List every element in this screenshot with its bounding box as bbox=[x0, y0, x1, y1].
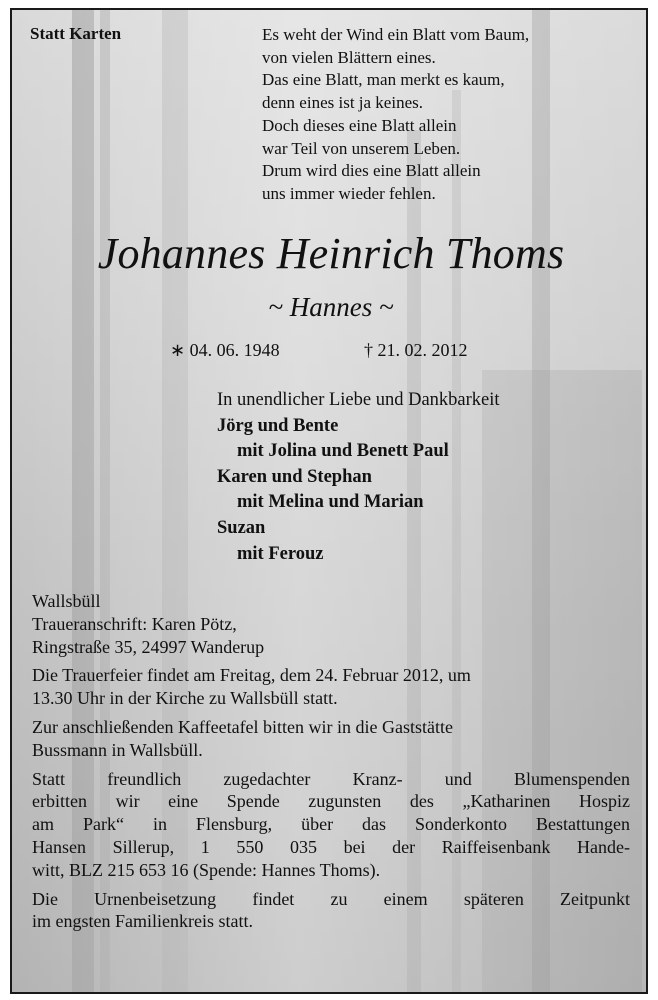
paragraph-line: erbitten wir eine Spende zugunsten des „Katharinen Hospiz bbox=[32, 791, 630, 812]
paragraph-line: Hansen Sillerup, 1 550 035 bei der Raiffeisenbank Hande- bbox=[32, 836, 630, 857]
place-name: Wallsbüll bbox=[32, 591, 101, 611]
mourner-name: mit Ferouz bbox=[237, 543, 324, 564]
mourners-intro: In unendlicher Liebe und Dankbarkeit bbox=[217, 390, 500, 410]
mourner-name: mit Jolina und Benett Paul bbox=[237, 441, 449, 462]
paragraph-line: Die Urnenbeisetzung findet zu einem späteren Zeitpunkt bbox=[32, 888, 630, 909]
address-line: Traueranschrift: Karen Pötz, bbox=[32, 613, 237, 634]
mourner-name: Suzan bbox=[217, 517, 266, 538]
statt-karten-label: Statt Karten bbox=[30, 24, 122, 43]
paragraph-line: Bussmann in Wallsbüll. bbox=[32, 739, 203, 760]
service-information bbox=[32, 590, 630, 933]
deceased-name: Johannes Heinrich Thoms bbox=[97, 229, 565, 278]
poem-line: war Teil von unserem Leben. bbox=[262, 138, 461, 158]
deceased-nickname: ~ Hannes ~ bbox=[268, 292, 394, 322]
poem-line: Doch dieses eine Blatt allein bbox=[262, 115, 457, 135]
poem-line: denn eines ist ja keines. bbox=[262, 93, 423, 113]
paragraph-line: Statt freundlich zugedachter Kranz- und Blumenspenden bbox=[32, 768, 630, 789]
burial-paragraph bbox=[32, 888, 630, 934]
donation-paragraph bbox=[32, 768, 630, 882]
poem bbox=[262, 24, 529, 206]
paragraph-line: Zur anschließenden Kaffeetafel bitten wir in die Gaststätte bbox=[32, 716, 454, 737]
paragraph-line: im engsten Familienkreis statt. bbox=[32, 911, 253, 932]
paragraph-line: Die Trauerfeier findet am Freitag, dem 24. Februar 2012, um bbox=[32, 665, 471, 686]
death-date: † 21. 02. 2012 bbox=[364, 340, 468, 360]
coffee-paragraph bbox=[32, 716, 630, 762]
mourner-name: Karen und Stephan bbox=[217, 466, 372, 487]
poem-line: Das eine Blatt, man merkt es kaum, bbox=[262, 70, 505, 90]
poem-line: Drum wird dies eine Blatt allein bbox=[262, 161, 481, 181]
paragraph-line: am Park“ in Flensburg, über das Sonderkonto Bestattungen bbox=[32, 814, 630, 835]
poem-line: uns immer wieder fehlen. bbox=[262, 183, 436, 203]
paragraph-line: witt, BLZ 215 653 16 (Spende: Hannes Thoms). bbox=[32, 859, 381, 880]
obituary-card bbox=[10, 8, 648, 994]
mourners-list bbox=[217, 388, 500, 567]
ceremony-paragraph bbox=[32, 664, 630, 710]
mourner-name: Jörg und Bente bbox=[217, 415, 339, 436]
poem-line: Es weht der Wind ein Blatt vom Baum, bbox=[262, 25, 530, 44]
paragraph-line: 13.30 Uhr in der Kirche zu Wallsbüll statt. bbox=[32, 688, 338, 709]
birth-date: ∗ 04. 06. 1948 bbox=[170, 340, 280, 360]
address-line: Ringstraße 35, 24997 Wanderup bbox=[32, 636, 265, 657]
mourner-name: mit Melina und Marian bbox=[237, 492, 424, 513]
poem-line: von vielen Blättern eines. bbox=[262, 47, 436, 67]
